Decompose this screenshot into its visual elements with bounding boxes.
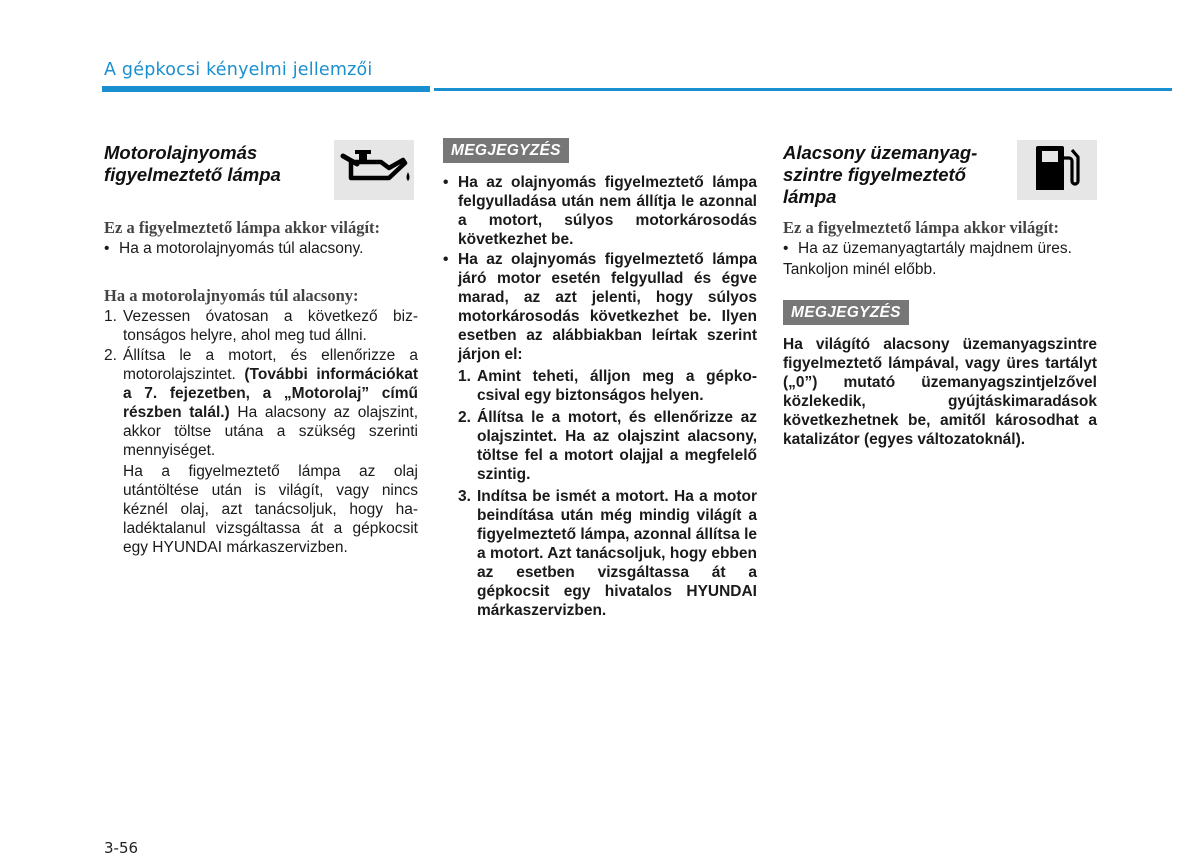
condition-bullet: • Ha a motorolajnyomás túl alacsony. xyxy=(104,240,364,257)
section-title-oil-pressure: Motorolajnyomás figyelmeztető lámpa xyxy=(104,142,281,185)
note-step: 3. Indítsa be ismét a motort. Ha a motor beindítása után még mindig világít a figyelmeztető lámpa, azonnal állítsa le a motort. Azt tanácsoljuk, hogy ebben az esetben vizsgáltassa át a gépkocsit egy hivatalos HYUNDAI márkaszervizben. xyxy=(458,488,757,619)
header-rule-thick xyxy=(102,86,430,92)
fuel-pump-icon xyxy=(1034,144,1080,197)
page-number: 3-56 xyxy=(104,839,139,857)
refuel-instruction: Tankoljon minél előbb. xyxy=(783,261,937,278)
oil-can-icon xyxy=(337,148,411,193)
condition-bullet: • Ha az üzemanyagtartály majdnem üres. xyxy=(783,240,1072,257)
step-continuation: Ha a figyelmeztető lámpa az olaj utántöltése után is világít, vagy nincs kéznél olaj, azt tanácsoljuk, hogy haladéktalanul vizsgáltassa át a gépkocsit egy HYUNDAI márkaszervizben. xyxy=(123,463,418,556)
section-title-low-fuel: Alacsony üzemanyag- szintre figyelmeztető lámpa xyxy=(783,142,978,207)
column-oil-pressure xyxy=(104,140,418,557)
column-low-fuel xyxy=(783,140,1097,449)
step-item: 1. Vezessen óvatosan a következő biztonságos helyre, ahol meg tud állni. xyxy=(104,308,418,344)
lights-when-heading: Ez a figyelmeztető lámpa akkor világít: xyxy=(783,218,1060,237)
header-rule-thin xyxy=(434,88,1172,91)
note-bullet: • Ha az olajnyomás figyelmeztető lámpa járó motor esetén felgyullad és égve marad, az azt jelenti, hogy súlyos motorkárosodás következhet be. Ilyen esetben az alábbiakban leírtak szerint járjon el: xyxy=(443,251,757,363)
lights-when-heading: Ez a figyelmeztető lámpa akkor világít: xyxy=(104,218,381,237)
note-badge: MEGJEGYZÉS xyxy=(783,300,909,325)
low-oil-subheading: Ha a motorolajnyomás túl alacsony: xyxy=(104,286,359,305)
step-item: 2. Állítsa le a motort, és ellenőrizze a motorolajszintet. (További információkat a 7. fejezetben, a „Motorolaj” című részben talál.) Ha alacsony az olajszint, akkor töltse utána a szükség szerinti mennyiséget. xyxy=(104,347,418,459)
note-bullet: • Ha az olajnyomás figyelmeztető lámpa felgyulladása után nem állítja le azonnal a motort, súlyos motorkárosodás következhet be. xyxy=(443,174,757,248)
column-note xyxy=(443,140,757,620)
oil-warning-icon-box xyxy=(334,140,414,200)
note-step: 2. Állítsa le a motort, és ellenőrizze az olajszintet. Ha az olajszint alacsony, töltse fel a motort olajjal a megfelelő szintig. xyxy=(458,409,757,483)
fuel-warning-icon-box xyxy=(1017,140,1097,200)
note-text: Ha világító alacsony üzemanyagszintre figyelmeztető lámpával, vagy üres tartályt („0”) mutató üzemanyagszintjelzővel közlekedik, gyújtáskimaradások következhetnek be, amitől károsodhat a katalizátor (egyes változatoknál). xyxy=(783,336,1097,448)
note-content xyxy=(443,173,757,620)
note-step: 1. Amint teheti, álljon meg a gépkocsival egy biztonságos helyen. xyxy=(458,368,757,404)
note-badge: MEGJEGYZÉS xyxy=(443,138,569,163)
header-title: A gépkocsi kényelmi jellemzői xyxy=(104,60,373,80)
